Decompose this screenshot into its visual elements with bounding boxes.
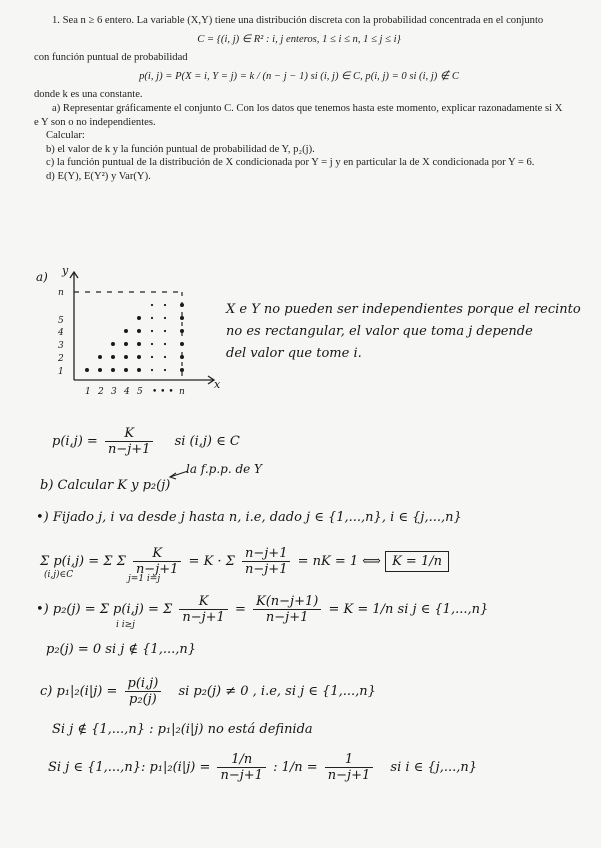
set-point xyxy=(151,317,153,319)
p2-frac2-num: K(n−j+1) xyxy=(253,594,321,610)
part-a-text: a) Representar gráficamente el conjunto C. Con los datos que tenemos hasta este momento, explicar razonadamente si X e Y son o no independientes. xyxy=(34,102,563,128)
set-point xyxy=(137,329,141,333)
c-undefined: Si j ∉ {1,...,n} : p₁|₂(i|j) no está definida xyxy=(52,722,313,737)
x-tick-1: 1 xyxy=(85,387,91,397)
x-tick-dots: • • • xyxy=(152,387,174,397)
calculate-text: Calcular: xyxy=(46,130,85,142)
set-point xyxy=(164,356,166,358)
set-point xyxy=(98,355,102,359)
part-c-definition xyxy=(40,676,376,707)
c-def-condition: si i ∈ {j,...,n} xyxy=(390,760,478,775)
part-a-label: a) xyxy=(36,270,48,284)
set-point xyxy=(164,369,166,371)
y-tick-4: 4 xyxy=(58,328,64,338)
y-tick-2: 2 xyxy=(58,354,64,364)
pij-num: K xyxy=(105,426,153,442)
set-point xyxy=(124,329,128,333)
y-tick-5: 5 xyxy=(58,316,64,326)
constant-text: donde k es una constante. xyxy=(34,89,143,101)
set-point xyxy=(164,304,166,306)
set-point xyxy=(164,343,166,345)
c-def-num1: 1/n xyxy=(217,752,265,768)
part-c-text: c) la función puntual de la distribución de X condicionada por Y = j y en particular la de X condicionada por Y = 6. xyxy=(46,157,535,169)
x-tick-4: 4 xyxy=(124,387,130,397)
p2-fraction-2 xyxy=(253,594,321,625)
p2-result: = K = 1/n si j ∈ {1,...,n} xyxy=(328,602,489,617)
set-point xyxy=(124,368,128,372)
c-condition: si p₂(j) ≠ 0 , i.e, si j ∈ {1,...,n} xyxy=(178,684,376,699)
set-point xyxy=(164,317,166,319)
set-equation: C = {(i, j) ∈ R² : i, j enteros, 1 ≤ i ≤ n, 1 ≤ j ≤ i} xyxy=(197,33,401,45)
k-result-box: K = 1/n xyxy=(385,551,449,572)
c-def-lhs: Si j ∈ {1,...,n}: p₁|₂(i|j) = xyxy=(48,760,211,775)
set-point xyxy=(111,342,115,346)
sum-frac2-num: n−j+1 xyxy=(242,546,290,562)
problem-statement xyxy=(34,14,564,184)
sum-fraction-1 xyxy=(133,546,181,577)
problem-intro: 1. Sea n ≥ 6 entero. La variable (X,Y) tiene una distribución discreta con la probabilidad concentrada en el conjunto xyxy=(52,15,544,26)
sum-under-index: (i,j)∈C xyxy=(44,570,74,580)
c-fraction xyxy=(125,676,162,707)
sum-mid: = K · Σ xyxy=(188,554,235,569)
y-tick-n: n xyxy=(58,288,64,298)
p2-zero: p₂(j) = 0 si j ∉ {1,...,n} xyxy=(46,642,196,657)
independence-line-1: X e Y no pueden ser independientes porque el recinto xyxy=(226,302,581,317)
y-axis-label: y xyxy=(62,264,69,277)
sum-frac1-num: K xyxy=(133,546,181,562)
set-point xyxy=(151,369,153,371)
part-b-title: b) Calcular K y p₂(j) xyxy=(40,478,171,493)
sum-fraction-2 xyxy=(242,546,290,577)
part-d-text: d) E(Y), E(Y²) y Var(Y). xyxy=(46,170,151,182)
sum-indices: j=1 i=j xyxy=(128,574,161,584)
pij-condition: si (i,j) ∈ C xyxy=(174,434,240,449)
c-lhs: c) p₁|₂(i|j) = xyxy=(40,684,118,699)
set-point xyxy=(151,330,153,332)
sum-frac1-den: n−j+1 xyxy=(135,562,179,577)
x-tick-2: 2 xyxy=(98,387,104,397)
c-def-num2: 1 xyxy=(325,752,373,768)
set-point-n xyxy=(180,368,184,372)
p2-lhs: •) p₂(j) = Σ p(i,j) = Σ xyxy=(36,602,173,617)
set-point-n xyxy=(180,303,184,307)
x-axis-label: x xyxy=(214,378,221,391)
pij-den: n−j+1 xyxy=(107,442,151,457)
p2-indices: i i≥j xyxy=(116,620,135,630)
x-tick-n: n xyxy=(179,387,185,397)
x-tick-5: 5 xyxy=(137,387,143,397)
pij-definition xyxy=(52,426,240,457)
set-points xyxy=(85,303,184,372)
independence-line-3: del valor que tome i. xyxy=(226,346,362,361)
part-b-text: b) el valor de k y la función puntual de probabilidad de Y, p₂(j). xyxy=(46,143,315,155)
c-def-mid: : 1/n = xyxy=(273,760,318,775)
sum-frac2-den: n−j+1 xyxy=(245,562,288,577)
p2-frac1-num: K xyxy=(179,594,227,610)
set-point xyxy=(111,368,115,372)
set-point xyxy=(151,304,153,306)
c-def-den2: n−j+1 xyxy=(327,768,371,783)
sum-result: = nK = 1 ⟺ xyxy=(297,554,381,569)
set-point xyxy=(124,342,128,346)
c-def-fraction-2 xyxy=(325,752,373,783)
set-point xyxy=(137,368,141,372)
set-point xyxy=(137,316,141,320)
set-point xyxy=(137,342,141,346)
pmf-intro: con función puntual de probabilidad xyxy=(34,52,188,64)
note-arrow xyxy=(168,465,190,481)
set-point xyxy=(151,356,153,358)
x-tick-3: 3 xyxy=(111,387,117,397)
set-point xyxy=(137,355,141,359)
p2-frac1-den: n−j+1 xyxy=(182,610,225,625)
independence-line-2: no es rectangular, el valor que toma j depende xyxy=(226,324,533,339)
p2-derivation: •) p₂(j) = Σ p(i,j) = Σ $\frac{K}{n-j+1}$ = $\frac{K(n-j+1)}{n-j+1}$ = K = 1/n si j ∈ {1,...,n} xyxy=(36,594,489,625)
pij-fraction xyxy=(105,426,153,457)
pij-lhs: p(i,j) = xyxy=(52,434,98,449)
c-def-fraction-1 xyxy=(217,752,265,783)
part-b-note: la f.p.p. de Y xyxy=(186,462,262,476)
c-num: p(i,j) xyxy=(125,676,162,692)
set-point xyxy=(111,355,115,359)
k-derivation xyxy=(40,546,449,577)
pmf-equation: p(i, j) = P(X = i, Y = j) = k / (n − j − 1) si (i, j) ∈ C, p(i, j) = 0 si (i, j) ∉ C xyxy=(139,70,459,82)
c-def-den1: n−j+1 xyxy=(220,768,263,783)
set-point xyxy=(98,368,102,372)
set-point xyxy=(124,355,128,359)
y-tick-1: 1 xyxy=(58,367,64,377)
p2-fraction-1 xyxy=(179,594,227,625)
set-point-n xyxy=(180,329,184,333)
set-point-n xyxy=(180,316,184,320)
set-point xyxy=(85,368,89,372)
set-c-plot xyxy=(48,262,228,402)
set-point-n xyxy=(180,355,184,359)
part-b-fix-index: •) Fijado j, i va desde j hasta n, i.e, dado j ∈ {1,...,n}, i ∈ {j,...,n} xyxy=(36,510,462,525)
set-point xyxy=(164,330,166,332)
sum-lhs: Σ p(i,j) = Σ Σ xyxy=(40,554,126,569)
p2-frac2-den: n−j+1 xyxy=(265,610,309,625)
set-point xyxy=(151,343,153,345)
c-den: p₂(j) xyxy=(129,692,157,707)
y-tick-3: 3 xyxy=(58,341,64,351)
set-point-n xyxy=(180,342,184,346)
c-defined xyxy=(48,752,477,783)
